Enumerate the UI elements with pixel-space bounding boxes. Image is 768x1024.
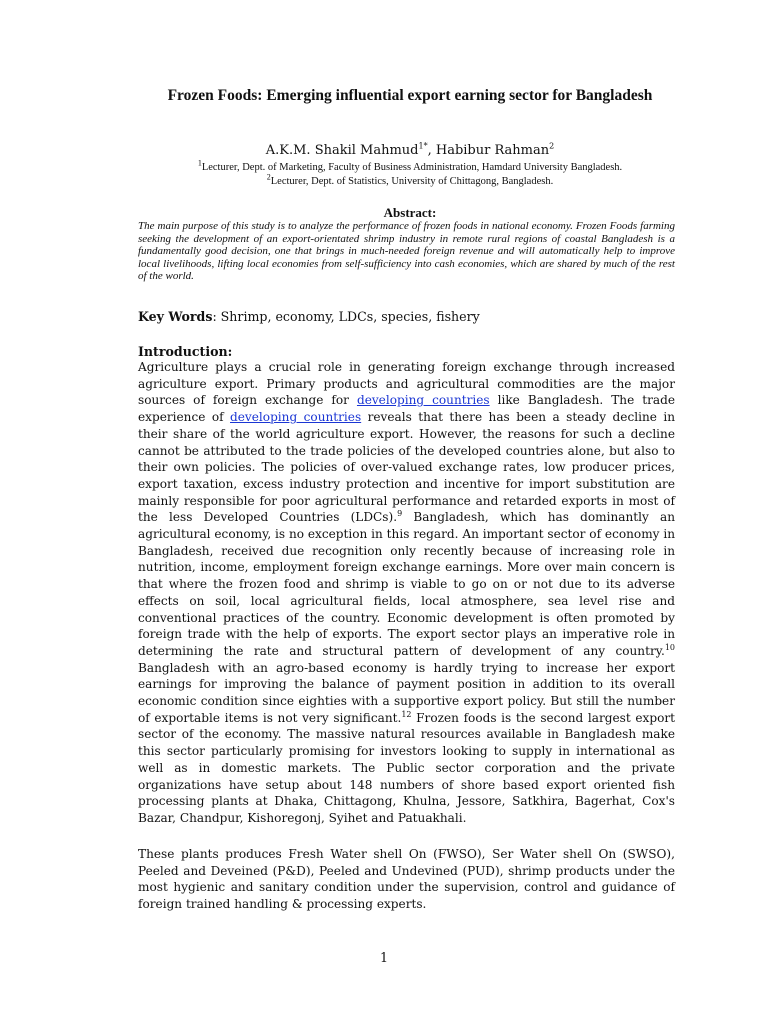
author-1-marker: 1* bbox=[418, 141, 428, 151]
abstract-heading: Abstract: bbox=[383, 205, 437, 220]
keywords-text: : Shrimp, economy, LDCs, species, fishery bbox=[212, 309, 480, 324]
introduction-paragraph-2: These plants produces Fresh Water shell On (FWSO), Ser Water shell On (SWSO), Peeled and Deveined (P&D), Peeled and Undevined (PUD), shrimp products under the most hygienic and sanitary condition under the supervision, control and guidance of foreign trained handling & processing experts. bbox=[138, 847, 675, 912]
author-line bbox=[150, 143, 670, 159]
affiliation-2-text: Lecturer, Dept. of Statistics, University of Chittagong, Bangladesh. bbox=[270, 176, 554, 187]
developing-countries-link-1[interactable]: developing countries bbox=[356, 393, 490, 408]
affiliation-1-marker: 1 bbox=[197, 158, 202, 168]
keywords-line bbox=[138, 309, 675, 325]
page-number: 1 bbox=[379, 950, 388, 965]
author-2-marker: 2 bbox=[549, 141, 555, 151]
introduction-paragraph-1 bbox=[138, 359, 675, 827]
affiliation-1 bbox=[140, 158, 680, 175]
affiliation-2-marker: 2 bbox=[266, 172, 271, 182]
reference-9: 9 bbox=[397, 509, 403, 519]
p1-text-3: reveals that there has been a steady decline in their share of the world agriculture export. However, the reasons for such a decline cannot be attributed to the trade policies of the developed countries alone, but also to their own policies. The policies of over-valued exchange rates, low producer prices, export taxation, excess industry protection and incentive for import substitution are mainly responsible for poor agricultural performance and retarded exports in most of the less Developed Countries (LDCs). bbox=[138, 410, 675, 525]
p1-text-2: like Bangladesh. The trade experience of bbox=[138, 393, 675, 425]
p1-text-1: Agriculture plays a crucial role in generating foreign exchange through increased agriculture export. Primary products and agricultural commodities are the major sources of foreign exchange for bbox=[138, 360, 675, 408]
author-separator: , bbox=[427, 143, 436, 158]
p1-text-5: Bangladesh with an agro-based economy is hardly trying to increase her export earnings for improving the balance of payment position in addition to its overall economic condition since eighties with a supportive export policy. But still the number of exportable items is not very significant. bbox=[138, 660, 675, 725]
introduction-heading: Introduction: bbox=[138, 344, 233, 359]
abstract-text: The main purpose of this study is to analyze the performance of frozen foods in national economy. Frozen Foods farming seeking the development of an export-orientated shrimp industry in remote rural regions of coastal Bangladesh is a fundamentally good decision, one that brings in much-needed foreign revenue and will automatically help to improve local livelihoods, lifting local economies from self-sufficiency into cash economies, which are shared by much of the rest of the world. bbox=[138, 220, 675, 283]
author-1-name: A.K.M. Shakil Mahmud bbox=[265, 143, 419, 158]
p1-text-4: Bangladesh, which has dominantly an agricultural economy, is no exception in this regard. An important sector of economy in Bangladesh, received due recognition only recently because of increasing role in nutrition, income, employment foreign exchange earnings. More over main concern is that where the frozen food and shrimp is viable to go on or not due to its adverse effects on soil, local agricultural fields, local atmosphere, sea level rise and conventional practices of the country. Economic development is often promoted by foreign trade with the help of exports. The export sector plays an imperative role in determining the rate and structural pattern of development of any country. bbox=[138, 510, 675, 658]
author-2-name: Habibur Rahman bbox=[435, 143, 550, 158]
p1-text-6: Frozen foods is the second largest export sector of the economy. The massive natural resources available in Bangladesh make this sector particularly promising for investors looking to supply in international as well as in domestic markets. The Public sector corporation and the private organizations have setup about 148 numbers of shore based export oriented fish processing plants at Dhaka, Chittagong, Khulna, Jessore, Satkhira, Bagerhat, Cox's Bazar, Chandpur, Kishoregonj, Syihet and Patuakhali. bbox=[138, 710, 675, 825]
reference-10: 10 bbox=[664, 642, 675, 652]
reference-12: 12 bbox=[401, 709, 412, 719]
affiliation-1-text: Lecturer, Dept. of Marketing, Faculty of Business Administration, Hamdard University Bangladesh. bbox=[201, 162, 623, 173]
paper-title: Frozen Foods: Emerging influential export earning sector for Bangladesh bbox=[167, 87, 653, 104]
affiliation-2 bbox=[140, 172, 680, 189]
keywords-label: Key Words bbox=[138, 309, 213, 324]
developing-countries-link-2[interactable]: developing countries bbox=[230, 410, 362, 425]
